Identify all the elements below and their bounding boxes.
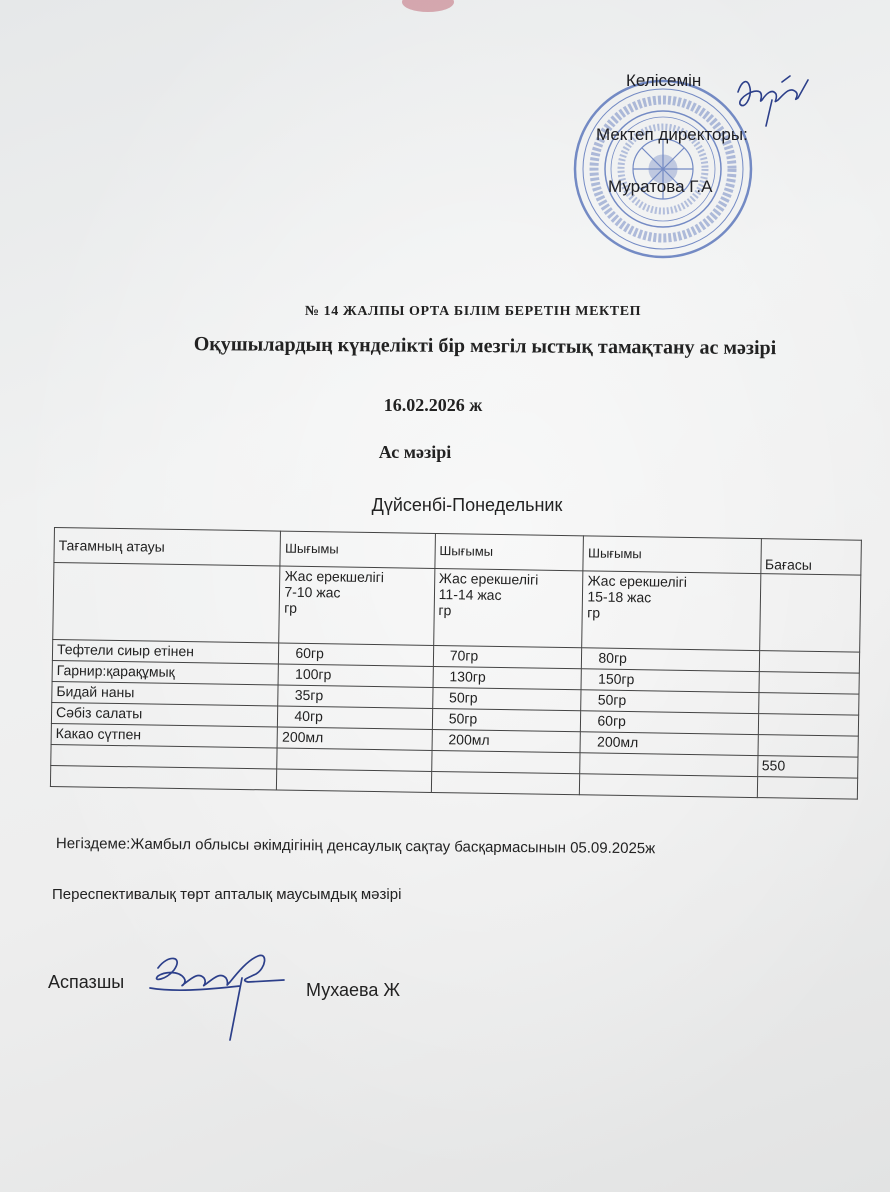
quantity-cell: 40гр: [278, 706, 433, 729]
dish-name: Какао сүтпен: [51, 723, 278, 748]
quantity-cell: 80гр: [582, 648, 759, 672]
age-group-cell: [582, 571, 760, 651]
dish-name: Сәбіз салаты: [51, 702, 278, 727]
table-cell: [580, 774, 757, 798]
table-cell: [431, 771, 580, 794]
director-signature: [732, 70, 812, 130]
dish-name: Бидай наны: [52, 681, 279, 706]
age-range: 11-14 жас: [438, 586, 502, 604]
age-range: 7-10 жас: [284, 583, 341, 601]
column-header-yield-1: Шығымы: [280, 531, 435, 568]
document-title: Оқушылардың күнделікті бір мезгіл ыстық тамақтану ас мәзірі: [193, 333, 777, 360]
table-cell: [431, 750, 580, 773]
column-header-yield-3: Шығымы: [583, 536, 761, 574]
age-label: Жас ерекшелігі: [284, 567, 385, 586]
age-group-cell: [279, 566, 435, 645]
table-cell: [759, 574, 861, 653]
quantity-cell: 50гр: [432, 708, 581, 731]
quantity-cell: 130гр: [433, 666, 582, 689]
table-cell: [757, 777, 858, 800]
paper-clip-mark: [398, 0, 458, 14]
approval-position: Мектеп директоры:: [596, 125, 748, 144]
quantity-cell: 50гр: [432, 687, 581, 710]
age-group-row: [53, 563, 861, 653]
menu-table: [50, 527, 862, 800]
table-cell: [53, 563, 281, 644]
quantity-cell: 200мл: [432, 729, 581, 752]
approval-name: Муратова Г.А: [608, 177, 713, 196]
quantity-cell: 35гр: [278, 685, 433, 708]
quantity-cell: 60гр: [279, 643, 434, 666]
quantity-cell: 50гр: [581, 690, 758, 714]
school-stamp: [570, 76, 756, 262]
column-header-yield-2: Шығымы: [435, 533, 584, 570]
age-range: 15-18 жас: [587, 588, 652, 606]
price-cell: [758, 672, 859, 695]
cook-name: Мухаева Ж: [306, 980, 401, 1000]
table-cell: [580, 753, 757, 777]
table-cell: [277, 748, 432, 771]
price-cell: [758, 714, 859, 737]
quantity-cell: 150гр: [581, 669, 758, 693]
menu-date: 16.02.2026 ж: [383, 395, 483, 415]
weekday: Дүйсенбі-Понедельник: [371, 495, 563, 515]
age-label: Жас ерекшелігі: [438, 570, 539, 588]
price-cell: [757, 735, 858, 758]
quantity-cell: 200мл: [580, 732, 757, 756]
dish-name: Тефтели сиыр етінен: [52, 639, 279, 664]
school-name: № 14 ЖАЛПЫ ОРТА БІЛІМ БЕРЕТІН МЕКТЕП: [304, 304, 642, 319]
cook-signature: [144, 948, 294, 1044]
quantity-cell: 200мл: [277, 727, 432, 750]
age-unit: гр: [587, 604, 601, 621]
dish-name: Гарнир:қарақұмық: [52, 660, 279, 685]
table-cell: [277, 769, 432, 792]
basis-note-2: Переспективалық төрт апталық маусымдық мәзірі: [52, 886, 402, 903]
total-price: 550: [757, 756, 858, 779]
quantity-cell: 100гр: [278, 664, 433, 687]
column-header-dish: Тағамның атауы: [54, 528, 281, 567]
table-cell: [50, 765, 277, 790]
price-cell: [758, 693, 859, 716]
price-cell: [759, 651, 860, 674]
approval-agreed: Келісемін: [626, 71, 702, 90]
age-group-cell: [433, 568, 583, 647]
quantity-cell: 70гр: [433, 645, 582, 668]
age-unit: гр: [284, 599, 298, 617]
cook-role: Аспазшы: [48, 972, 125, 992]
menu-subtitle: Ас мәзірі: [378, 442, 452, 462]
quantity-cell: 60гр: [581, 711, 758, 735]
age-unit: гр: [438, 602, 452, 619]
basis-note: Негіздеме:Жамбыл облысы әкімдігінің денсаулық сақтау басқармасынын 05.09.2025ж: [55, 835, 656, 858]
column-header-price: Бағасы: [760, 539, 861, 576]
age-label: Жас ерекшелігі: [587, 572, 688, 590]
